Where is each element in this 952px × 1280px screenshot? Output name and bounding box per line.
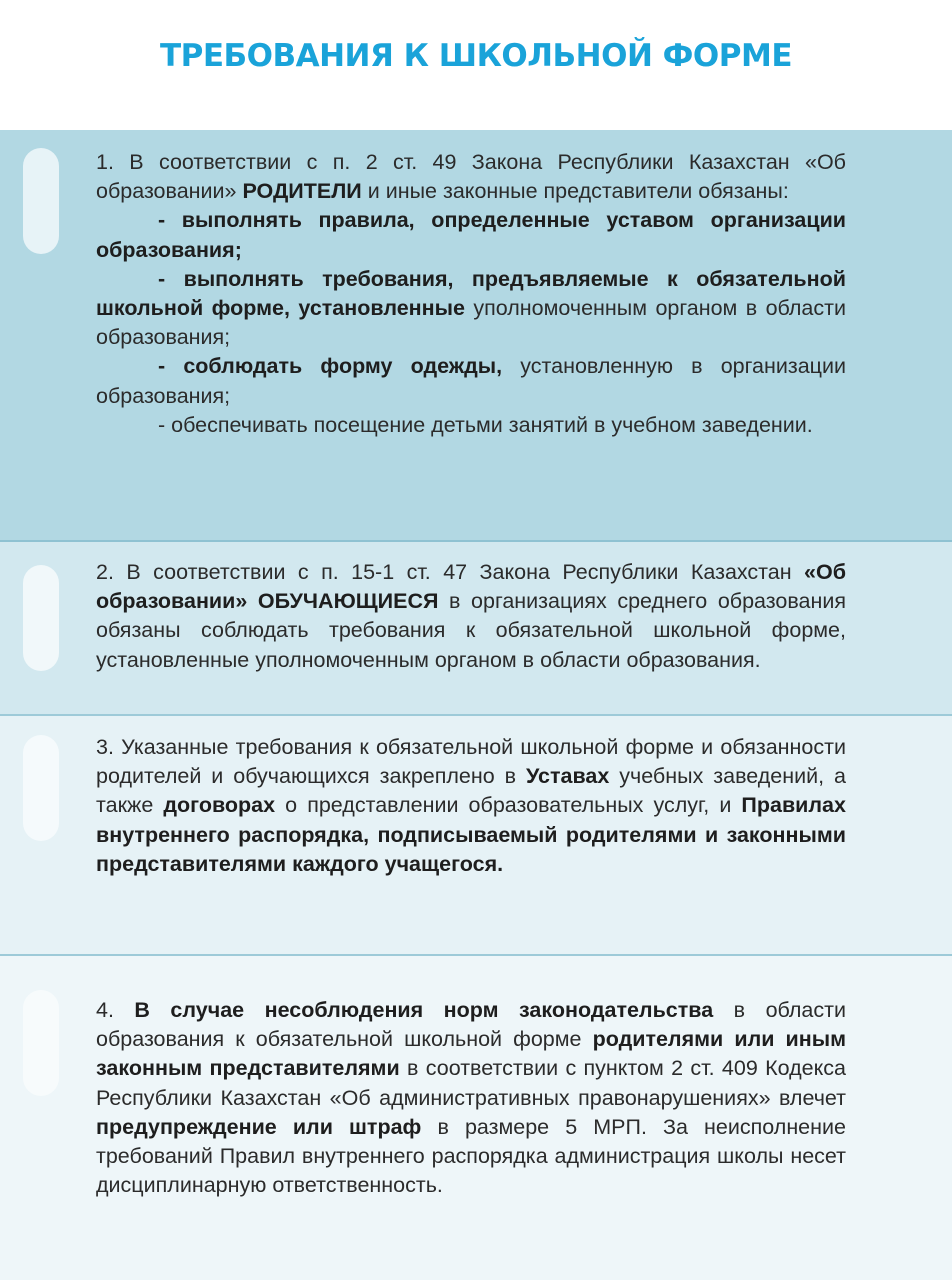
text-run: 4.	[96, 998, 135, 1022]
text-run: учебных заведений, а также	[96, 764, 846, 818]
section-tab-marker	[23, 735, 59, 841]
bold-run: предупреждение или штраф	[96, 1114, 422, 1139]
bold-run: - выполнять правила, определенные уставом организации образования;	[96, 208, 846, 262]
section-liability	[0, 956, 952, 1280]
text-run: - обеспечивать посещение детьми занятий в учебном заведении.	[158, 412, 813, 437]
paragraph	[96, 558, 846, 675]
section-regulations	[0, 716, 952, 956]
bold-run: «Об образовании» ОБУЧАЮЩИЕСЯ	[96, 560, 846, 614]
text-run: о представлении образовательных услуг, и	[275, 793, 742, 818]
page-title: ТРЕБОВАНИЯ К ШКОЛЬНОЙ ФОРМЕ	[159, 38, 793, 74]
paragraph	[96, 148, 846, 206]
bold-run: родителями или иным законным представителями	[96, 1027, 847, 1081]
section-text	[96, 996, 846, 1200]
text-run: 3. Указанные требования к обязательной школьной форме и обязанности родителей и обучающихся закреплено в	[96, 735, 846, 789]
text-run: 2. В соответствии с п. 15-1 ст. 47 Закона Республики Казахстан	[96, 560, 805, 584]
text-run: установленную в организации образования;	[96, 354, 846, 408]
section-tab-marker	[23, 565, 59, 671]
section-tab-marker	[23, 148, 59, 254]
section-text	[96, 558, 846, 675]
bold-run: В случае несоблюдения норм законодательства	[134, 998, 714, 1022]
section-students-duties	[0, 542, 952, 716]
section-parents-duties	[0, 130, 952, 542]
list-item	[96, 411, 846, 440]
section-tab-marker	[23, 990, 59, 1096]
bold-run: Уставах	[526, 764, 610, 789]
section-text	[96, 148, 846, 440]
text-run: уполномоченным органом в области образования;	[96, 296, 846, 350]
bold-run: - соблюдать форму одежды,	[158, 354, 503, 379]
text-run: в организациях среднего образования обязаны соблюдать требования к обязательной школьной форме, установленные уполномоченным органом в области образования.	[96, 589, 846, 672]
bold-run: договорах	[163, 793, 276, 818]
section-text	[96, 733, 846, 879]
list-item	[96, 206, 846, 264]
bold-run: - выполнять требования, предъявляемые к обязательной школьной форме, установленные	[96, 266, 846, 321]
bold-run: Правилах внутреннего распорядка, подписываемый родителями и законными представителями каждого учащегося.	[96, 793, 846, 876]
text-run: в области образования к обязательной школьной форме	[96, 998, 846, 1052]
text-run: и иные законные представители обязаны:	[361, 179, 789, 204]
text-run: 1. В соответствии с п. 2 ст. 49 Закона Республики Казахстан «Об образовании»	[96, 150, 846, 204]
paragraph	[96, 733, 846, 879]
paragraph	[96, 996, 846, 1200]
list-item	[96, 352, 846, 410]
bold-run: РОДИТЕЛИ	[242, 179, 362, 204]
text-run: в размере 5 МРП. За неисполнение требований Правил внутреннего распорядка администрация школы несет дисциплинарную ответственность.	[96, 1114, 846, 1198]
text-run: в соответствии с пунктом 2 ст. 409 Кодекса Республики Казахстан «Об административных правонарушениях» влечет	[96, 1056, 846, 1110]
list-item	[96, 265, 846, 353]
